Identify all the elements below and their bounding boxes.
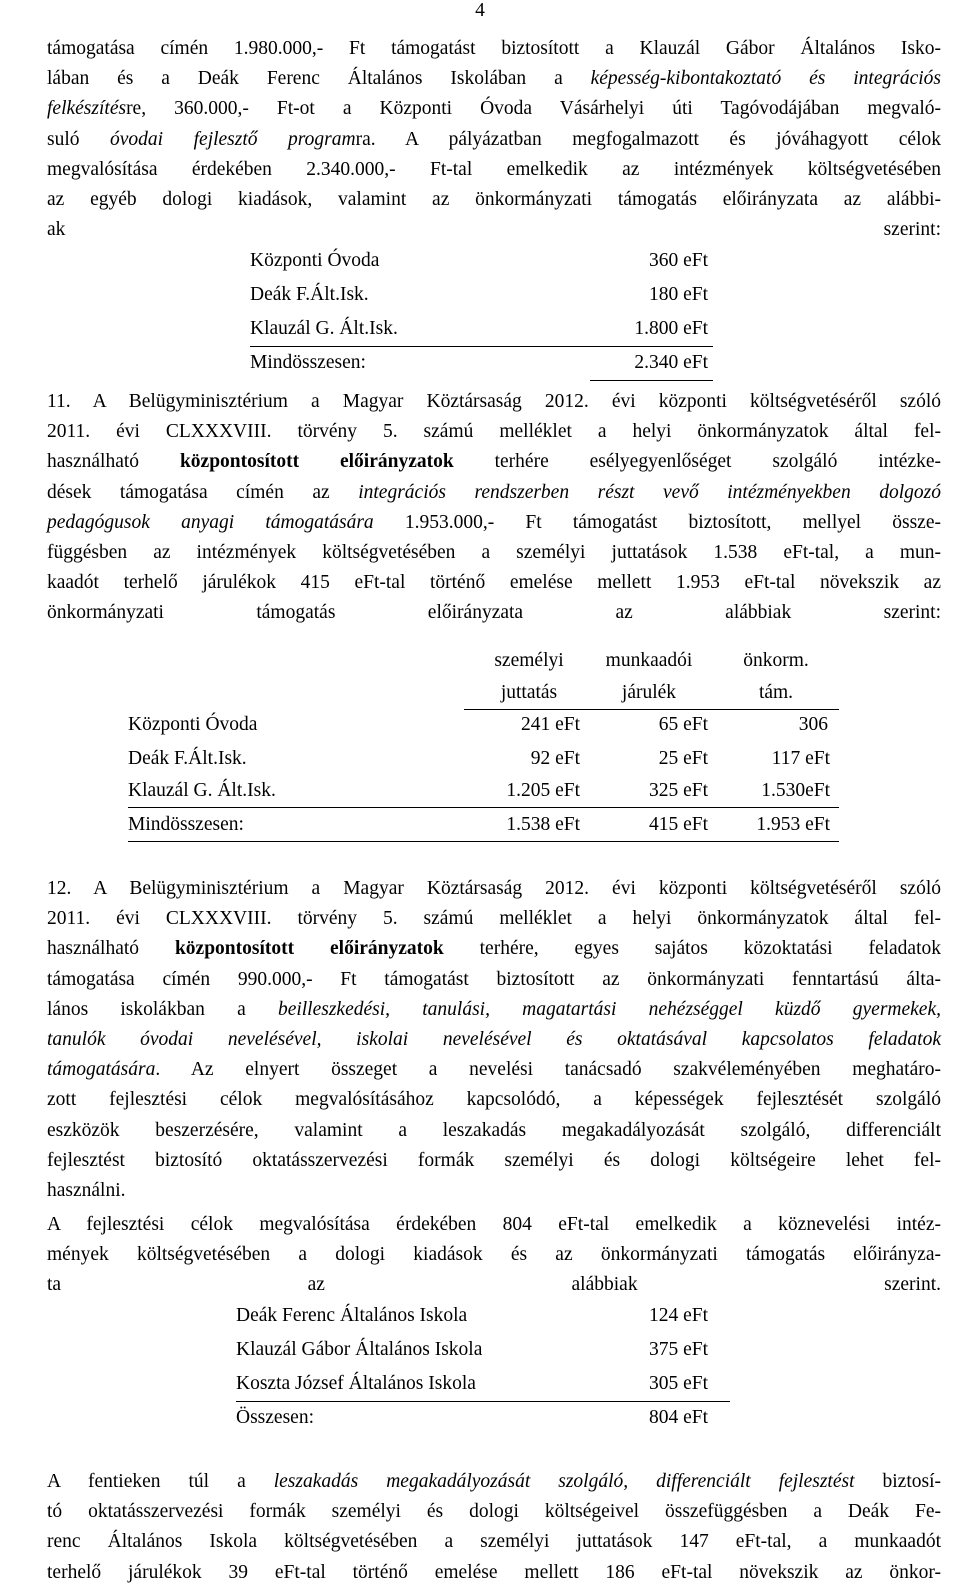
column-header: személyi xyxy=(494,650,564,671)
text-run: lános iskolákban a xyxy=(47,998,278,1020)
cell-contribution: 25 eFt xyxy=(658,748,708,769)
row-name: Deák F.Ált.Isk. xyxy=(250,284,369,305)
cell-personnel: 1.205 eFt xyxy=(506,780,580,801)
table-divider xyxy=(236,1401,730,1402)
paragraph-intro xyxy=(47,34,941,245)
table-divider xyxy=(250,346,713,347)
row-value: 180 eFt xyxy=(648,284,708,305)
row-name: Mindösszesen: xyxy=(250,352,366,373)
row-name: Deák F.Ált.Isk. xyxy=(128,748,247,769)
text-line xyxy=(47,215,941,245)
text-run: re, 360.000,- Ft-ot a Központi Óvoda Vásárhelyi úti Tagóvodájában megvaló- xyxy=(126,98,941,120)
cell-contribution: 325 eFt xyxy=(648,780,708,801)
row-value: 360 eFt xyxy=(648,250,708,271)
cell-support: 1.953 eFt xyxy=(756,814,830,835)
text-run: zott fejlesztési célok megvalósításához kapcsolódó, a képességek fejlesztését szolgáló xyxy=(47,1089,941,1111)
text-run: függésben az intézmények költségvetésében a személyi juttatások 1.538 eFt-tal, a mun- xyxy=(47,541,941,563)
text-line xyxy=(47,155,941,185)
text-line xyxy=(47,125,941,155)
bold-text: központosított előirányzatok xyxy=(174,938,444,960)
text-run: terhére, egyes sajátos közoktatási feladatok xyxy=(443,938,941,960)
cell-support: 306 xyxy=(798,714,828,735)
text-run: suló xyxy=(47,128,111,150)
row-name: Deák Ferenc Általános Iskola xyxy=(236,1305,468,1326)
text-line xyxy=(47,1467,941,1497)
italic-text: támogatására xyxy=(47,1059,156,1081)
text-line xyxy=(47,1055,941,1085)
row-name: Koszta József Általános Iskola xyxy=(236,1373,476,1394)
row-name: Központi Óvoda xyxy=(128,714,258,735)
cell-contribution: 415 eFt xyxy=(648,814,708,835)
column-header: munkaadói xyxy=(605,650,693,671)
text-line xyxy=(47,1527,941,1557)
text-run: ak szerint: xyxy=(47,219,941,241)
text-line xyxy=(47,874,941,904)
text-run: önkormányzati támogatás előirányzata az alábbiak szerint: xyxy=(47,602,941,624)
row-value: 305 eFt xyxy=(648,1373,708,1394)
page-number: 4 xyxy=(475,0,485,21)
italic-text: felkészítés xyxy=(47,98,127,120)
italic-text: integrációs rendszerben részt vevő intézményekben dolgozó xyxy=(358,481,941,503)
column-header: tám. xyxy=(758,682,794,703)
italic-text: óvodai fejlesztő program xyxy=(110,128,356,150)
cell-personnel: 1.538 eFt xyxy=(506,814,580,835)
text-line xyxy=(47,94,941,124)
text-line xyxy=(47,447,941,477)
paragraph-section-12 xyxy=(47,874,941,1206)
text-run: az egyéb dologi kiadások, valamint az önkormányzati támogatás előirányzata az alábbi- xyxy=(47,188,941,210)
text-run: renc Általános Iskola költségvetésében a személyi juttatások 147 eFt-tal, a munkaadót xyxy=(47,1531,941,1553)
text-line xyxy=(47,417,941,447)
text-run: 12. A Belügyminisztérium a Magyar Köztársaság 2012. évi központi költségvetéséről szóló xyxy=(47,878,941,899)
row-value: 804 eFt xyxy=(648,1407,708,1428)
paragraph-section-11 xyxy=(47,387,941,629)
text-run: fejlesztést biztosító oktatásszervezési formák személyi és dologi költségeire lehet fel- xyxy=(47,1149,941,1171)
text-run: tó oktatásszervezési formák személyi és dologi költségeivel összefüggésben a Deák Fe- xyxy=(47,1501,941,1523)
text-line xyxy=(47,1025,941,1055)
text-line xyxy=(47,387,941,417)
text-run: A fejlesztési célok megvalósítása érdekében 804 eFt-tal emelkedik a köznevelési intéz- xyxy=(47,1214,941,1235)
text-run: 2011. évi CLXXXVIII. törvény 5. számú melléklet a helyi önkormányzatok által fel- xyxy=(47,908,941,930)
cell-contribution: 65 eFt xyxy=(658,714,708,735)
text-line xyxy=(47,1176,941,1206)
italic-text: képesség-kibontakoztató és integrációs xyxy=(590,68,941,90)
paragraph-additional xyxy=(47,1467,941,1588)
paragraph-development-goals xyxy=(47,1210,941,1301)
text-run: kaadót terhelő járulékok 415 eFt-tal történő emelése mellett 1.953 eFt-tal növekszik az xyxy=(47,572,941,594)
text-line xyxy=(47,1210,941,1240)
text-line xyxy=(47,1240,941,1270)
row-value: 2.340 eFt xyxy=(634,352,708,373)
column-header: juttatás xyxy=(500,682,558,703)
row-name: Mindösszesen: xyxy=(128,814,244,835)
cell-personnel: 241 eFt xyxy=(520,714,580,735)
text-run: dések támogatása címén az xyxy=(47,481,359,503)
text-line xyxy=(47,965,941,995)
text-run: megvalósítása érdekében 2.340.000,- Ft-tal emelkedik az intézmények költségvetésében xyxy=(47,158,941,180)
text-run: eszközök beszerzésére, valamint a leszakadás megakadályozását szolgáló, differenciált xyxy=(47,1119,941,1141)
text-line xyxy=(47,1116,941,1146)
row-name: Központi Óvoda xyxy=(250,250,380,271)
italic-text: leszakadás megakadályozását szolgáló, differenciált fejlesztést xyxy=(273,1471,855,1492)
text-run: használható xyxy=(47,938,175,960)
text-run: használni. xyxy=(47,1179,126,1201)
row-name: Összesen: xyxy=(236,1407,314,1428)
cell-personnel: 92 eFt xyxy=(530,748,580,769)
text-line xyxy=(47,64,941,94)
table-divider xyxy=(128,841,839,842)
text-run: A fentieken túl a xyxy=(47,1471,274,1492)
text-line xyxy=(47,1497,941,1527)
text-line xyxy=(47,1558,941,1588)
column-header: járulék xyxy=(621,682,677,703)
text-run: ra. A pályázatban megfogalmazott és jóváhagyott célok xyxy=(355,128,941,150)
text-line xyxy=(47,568,941,598)
text-run: terhelő járulékok 39 eFt-tal történő emelése mellett 186 eFt-tal növekszik az önkor- xyxy=(47,1561,941,1583)
text-run: használható xyxy=(47,451,180,473)
text-run: mények költségvetésében a dologi kiadások és az önkormányzati támogatás előirányza- xyxy=(47,1244,941,1266)
table-divider xyxy=(128,807,839,808)
italic-text: pedagógusok anyagi támogatására xyxy=(47,511,374,533)
row-value: 1.800 eFt xyxy=(634,318,708,339)
text-line xyxy=(47,34,941,64)
text-run: ta az alábbiak szerint. xyxy=(47,1274,941,1296)
row-name: Klauzál Gábor Általános Iskola xyxy=(236,1339,483,1360)
row-name: Klauzál G. Ált.Isk. xyxy=(128,780,276,801)
cell-support: 117 eFt xyxy=(771,748,830,769)
text-run: terhére esélyegyenlőséget szolgáló intézke- xyxy=(453,451,942,473)
text-line xyxy=(47,904,941,934)
row-name: Klauzál G. Ált.Isk. xyxy=(250,318,398,339)
text-run: 2011. évi CLXXXVIII. törvény 5. számú melléklet a helyi önkormányzatok által fel- xyxy=(47,421,941,443)
text-run: biztosí- xyxy=(854,1471,941,1492)
text-line xyxy=(47,995,941,1025)
cell-support: 1.530eFt xyxy=(761,780,830,801)
text-run: lában és a Deák Ferenc Általános Iskolában a xyxy=(47,68,591,90)
text-run: . Az elnyert összeget a nevelési tanácsadó szakvéleményében meghatáro- xyxy=(155,1059,941,1081)
text-line xyxy=(47,508,941,538)
text-line xyxy=(47,538,941,568)
row-value: 375 eFt xyxy=(648,1339,708,1360)
row-value: 124 eFt xyxy=(648,1305,708,1326)
text-run: 1.953.000,- Ft támogatást biztosított, mellyel össze- xyxy=(373,511,941,533)
text-run: 11. A Belügyminisztérium a Magyar Köztársaság 2012. évi központi költségvetéséről szóló xyxy=(47,391,941,412)
table-header-divider xyxy=(464,709,839,710)
text-line xyxy=(47,478,941,508)
text-line xyxy=(47,934,941,964)
column-header: önkorm. xyxy=(743,650,809,671)
text-line xyxy=(47,185,941,215)
text-line xyxy=(47,598,941,628)
bold-text: központosított előirányzatok xyxy=(179,451,454,473)
table-divider xyxy=(590,380,713,381)
text-run: támogatása címén 990.000,- Ft támogatást biztosított az önkormányzati fenntartású álta- xyxy=(47,968,941,990)
italic-text: tanulók óvodai nevelésével, iskolai nevelésével és oktatásával kapcsolatos feladatok xyxy=(47,1028,941,1050)
text-line xyxy=(47,1085,941,1115)
text-line xyxy=(47,1146,941,1176)
text-run: támogatása címén 1.980.000,- Ft támogatást biztosított a Klauzál Gábor Általános Isko- xyxy=(47,38,941,59)
italic-text: beilleszkedési, tanulási, magatartási nehézséggel küzdő gyermekek, xyxy=(277,998,941,1020)
text-line xyxy=(47,1270,941,1300)
